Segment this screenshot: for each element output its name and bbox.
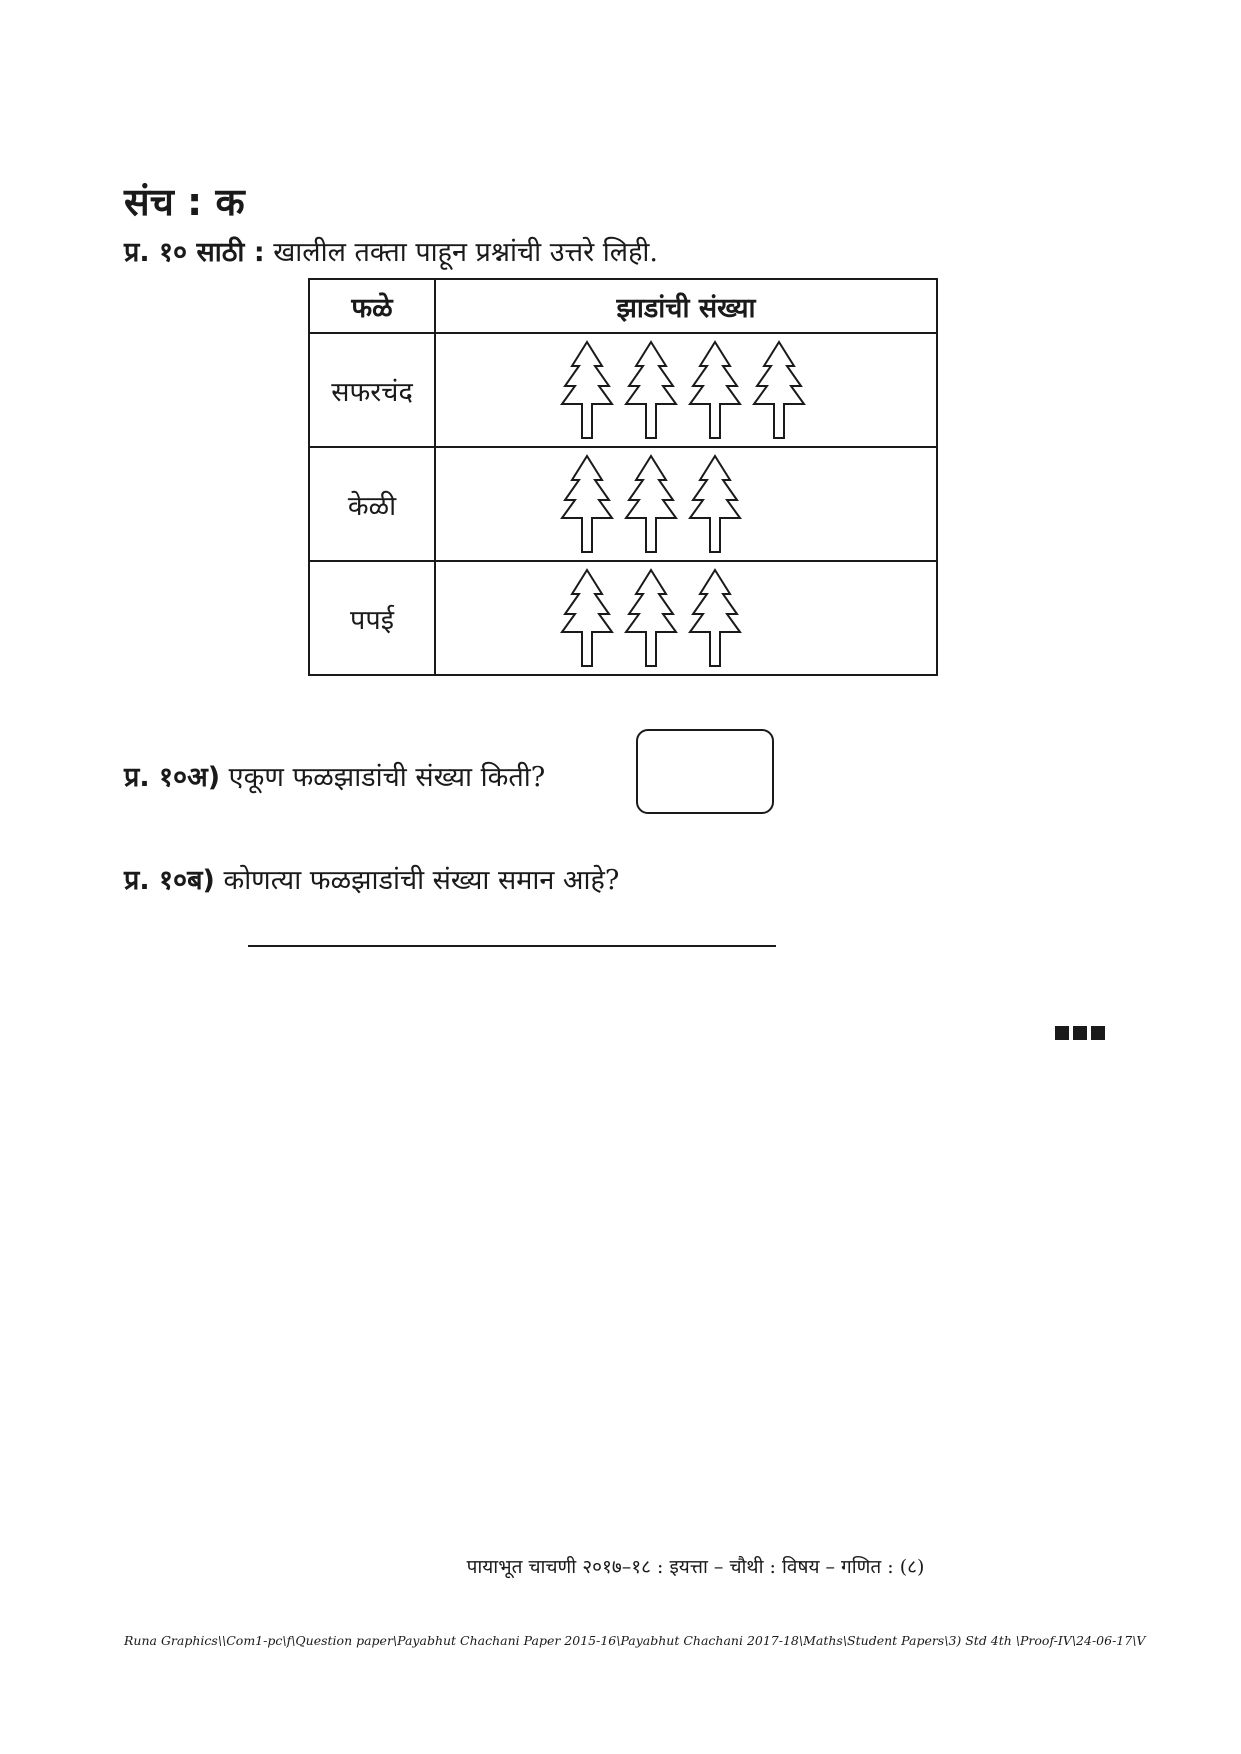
tree-icon xyxy=(558,454,616,554)
answer-line[interactable] xyxy=(248,945,776,947)
table-row xyxy=(309,447,937,561)
tree-icon xyxy=(558,340,616,440)
question-10b xyxy=(124,860,619,897)
tree-icon xyxy=(622,340,680,440)
tree-icon xyxy=(622,454,680,554)
tree-icon xyxy=(750,340,808,440)
footer-text: पायाभूत चाचणी २०१७–१८ : इयत्ता – चौथी : विषय – गणित : (८) xyxy=(466,1556,925,1578)
question-10a xyxy=(124,757,545,794)
end-mark xyxy=(1055,1026,1069,1040)
page-footer xyxy=(0,1553,1241,1579)
tree-icon xyxy=(622,568,680,668)
question-10b-label: प्र. १०ब) xyxy=(124,865,215,896)
tree-icons xyxy=(558,340,936,440)
end-marks xyxy=(1055,1026,1105,1040)
tree-icon xyxy=(558,568,616,668)
end-mark xyxy=(1073,1026,1087,1040)
pictograph-table xyxy=(308,278,938,676)
answer-box[interactable] xyxy=(636,729,774,814)
question-10b-text: कोणत्या फळझाडांची संख्या समान आहे? xyxy=(223,865,620,896)
instruction-text: खालील तक्ता पाहून प्रश्नांची उत्तरे लिही. xyxy=(273,237,659,268)
instruction xyxy=(124,232,658,269)
header-tree-count: झाडांची संख्या xyxy=(435,279,937,333)
fruit-name: केळी xyxy=(309,447,435,561)
set-title: संच : क xyxy=(124,180,245,224)
question-10a-text: एकूण फळझाडांची संख्या किती? xyxy=(228,762,546,793)
question-10a-label: प्र. १०अ) xyxy=(124,762,221,793)
tree-icon xyxy=(686,454,744,554)
table-header-row xyxy=(309,279,937,333)
tree-icons xyxy=(558,454,936,554)
tree-icon xyxy=(686,568,744,668)
instruction-label: प्र. १० साठी : xyxy=(124,237,265,268)
fruit-name: पपई xyxy=(309,561,435,675)
file-path: Runa Graphics\\Com1-pc\f\Question paper\Payabhut Chachani Paper 2015-16\Payabhut Chachani 2017-18\Maths\Student Papers\3) Std 4th \Proof-IV\24-06-17\V xyxy=(124,1633,1146,1648)
fruit-name: सफरचंद xyxy=(309,333,435,447)
tree-icons xyxy=(558,568,936,668)
header-fruits: फळे xyxy=(309,279,435,333)
tree-icon xyxy=(686,340,744,440)
table-row xyxy=(309,333,937,447)
end-mark xyxy=(1091,1026,1105,1040)
table-row xyxy=(309,561,937,675)
